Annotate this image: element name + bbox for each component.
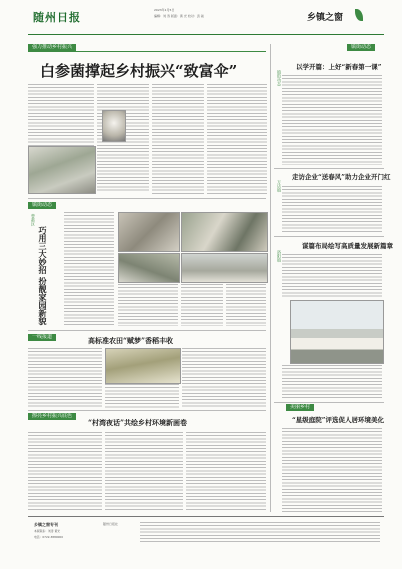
body-text (105, 384, 179, 408)
bottom-right-headline: “星级庭院”评选促人居环境美化 (292, 416, 384, 424)
leaf-icon (355, 9, 363, 21)
side-tag-4: 曾都区 (31, 214, 36, 226)
right-headline-3: 谋篇布局绘写高质量发展新篇章 (302, 242, 393, 250)
body-text (105, 432, 183, 512)
village-photo (290, 300, 384, 364)
mushroom-photo (102, 110, 126, 142)
body-text (282, 186, 382, 234)
side-tag-2: 万店镇 (277, 180, 282, 192)
rice-field-photo (105, 348, 181, 384)
section-bar-right-top: 镇街动态 (347, 44, 375, 51)
rule (28, 410, 266, 411)
rule (274, 402, 384, 403)
main-headline: 白参菌撑起乡村振兴“致富伞” (40, 62, 238, 80)
body-text (181, 284, 223, 326)
section-bar-left-low: 一线报道 (28, 334, 56, 341)
masthead-rule (28, 34, 384, 35)
body-text (207, 84, 267, 194)
body-text (282, 254, 382, 298)
issue-date: 2023年1月5日 (154, 8, 175, 12)
body-text (182, 348, 266, 408)
rule (274, 168, 384, 169)
body-text (282, 75, 382, 165)
rule (28, 330, 266, 331)
rule (274, 236, 384, 237)
footer-publisher: 随州日报社 (103, 522, 119, 526)
workers-photo (181, 212, 268, 252)
footer-title: 乡镇之窗专刊 (34, 522, 58, 527)
footer-rule (28, 516, 384, 517)
footer (28, 520, 384, 550)
section-bar-right-bottom: 美丽乡村 (286, 404, 314, 411)
planting-photo (118, 253, 180, 283)
rule (28, 198, 266, 199)
body-text (186, 432, 266, 512)
column-divider (270, 44, 271, 512)
footer-text (140, 522, 380, 544)
body-text (28, 348, 102, 408)
right-headline-1: 以学开篇：上好“新春第一课” (296, 63, 382, 71)
newspaper-logo: 随州日报 (33, 11, 81, 24)
side-tag-1: 镇街动态 (277, 70, 282, 86)
body-text (226, 284, 266, 326)
body-text (64, 212, 114, 326)
bottom-left-headline: “村湾夜话”共绘乡村环境新画卷 (88, 418, 188, 427)
section-bar-left-top: 强力推动乡村振兴 (28, 44, 76, 51)
field-photo (28, 146, 96, 194)
vertical-headline: 巧用三大妙招 扮靓家园新貌 (38, 226, 48, 325)
section-bar-left-mid: 镇街动态 (28, 202, 56, 209)
body-text (152, 84, 204, 194)
body-text (282, 365, 382, 399)
footer-contact: 本版联系：刘涛 黄光 (34, 529, 61, 533)
body-text (28, 84, 94, 148)
body-text (282, 428, 382, 512)
village-street-photo (118, 212, 180, 252)
section-bar-left-bottom: 擦亮乡村振兴底色 (28, 413, 76, 420)
body-text (28, 432, 102, 512)
section-title: 乡镇之窗 (307, 13, 344, 23)
rule (28, 51, 266, 52)
masthead (0, 0, 402, 38)
side-tag-3: 洛阳镇 (277, 250, 282, 262)
mid-headline: 高标准农田“赋梦”香稻丰收 (88, 336, 174, 345)
editor-line: 编辑：刘 涛 版面：黄 光 校对：袁 淑 (154, 14, 204, 18)
right-headline-2: 走访企业“送春风”助力企业开门红 (292, 173, 391, 181)
footer-phone: 电话：0722-3880000 (34, 535, 63, 539)
body-text (118, 284, 178, 326)
road-photo (181, 253, 268, 283)
